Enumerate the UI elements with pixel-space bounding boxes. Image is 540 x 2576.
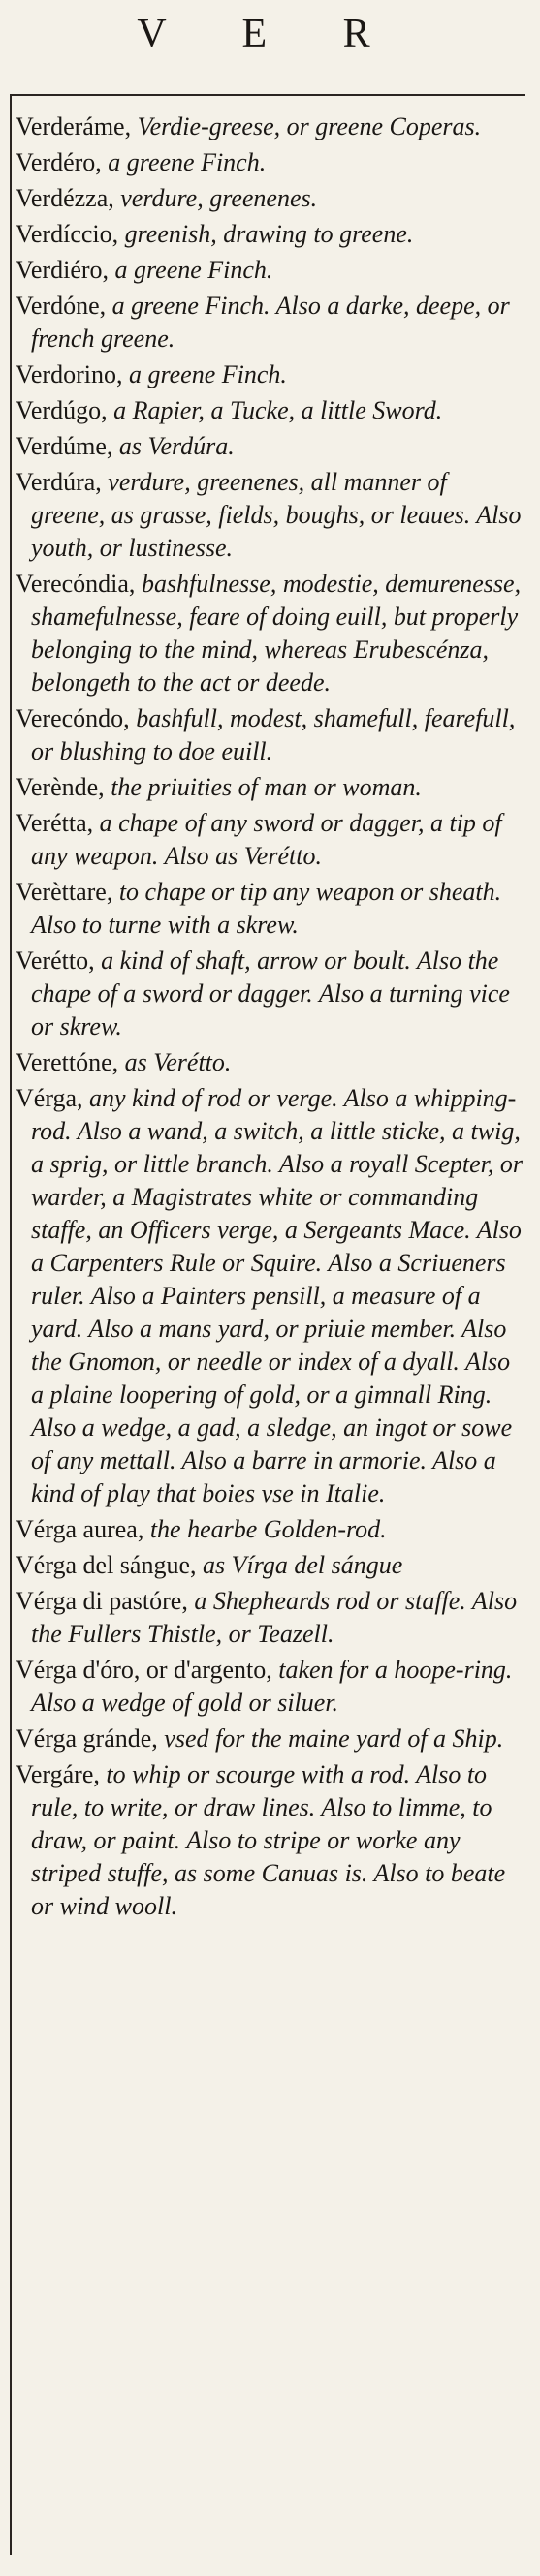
entry-headword: Verdíccio, bbox=[16, 220, 119, 248]
entry-headword: Verdúgo, bbox=[16, 396, 108, 424]
entry-headword: Verderáme, bbox=[16, 112, 132, 140]
dictionary-entry bbox=[16, 290, 525, 356]
dictionary-entry bbox=[16, 1654, 525, 1720]
entry-headword: Verdóne, bbox=[16, 292, 107, 320]
dictionary-entry bbox=[16, 1046, 525, 1079]
dictionary-column bbox=[16, 110, 525, 1926]
entry-headword: Verecóndia, bbox=[16, 570, 136, 598]
dictionary-entry bbox=[16, 876, 525, 942]
entry-headword: Vérga del sángue, bbox=[16, 1551, 197, 1579]
dictionary-entry bbox=[16, 1549, 525, 1582]
dictionary-entry bbox=[16, 254, 525, 287]
dictionary-entry bbox=[16, 945, 525, 1043]
entry-definition: a greene Finch. bbox=[101, 148, 267, 176]
entry-headword: Vérga di pastóre, bbox=[16, 1587, 188, 1615]
dictionary-entry bbox=[16, 466, 525, 565]
entry-headword: Verdúme, bbox=[16, 432, 113, 460]
entry-headword: Verèttare, bbox=[16, 878, 113, 906]
entry-headword: Verétta, bbox=[16, 809, 94, 837]
dictionary-entry bbox=[16, 146, 525, 179]
entry-definition: vsed for the maine yard of a Ship. bbox=[157, 1724, 504, 1753]
entry-definition: taken for a hoope-ring. Also a wedge of gold or siluer. bbox=[31, 1656, 513, 1717]
dictionary-entry bbox=[16, 1758, 525, 1923]
dictionary-entry bbox=[16, 358, 525, 391]
entry-definition: a Rapier, a Tucke, a little Sword. bbox=[107, 396, 443, 424]
dictionary-entry bbox=[16, 1585, 525, 1651]
entry-definition: verdure, greenenes. bbox=[113, 184, 318, 212]
entry-definition: Verdie-greese, or greene Coperas. bbox=[131, 112, 482, 140]
dictionary-entry bbox=[16, 182, 525, 215]
dictionary-entry bbox=[16, 218, 525, 251]
entry-definition: a greene Finch. bbox=[109, 256, 273, 284]
dictionary-entry bbox=[16, 430, 525, 463]
entry-definition: to whip or scourge with a rod. Also to rule, to write, or draw lines. Also to limme, to draw, or paint. Also to stripe or worke any striped stuffe, as some Canuas is. Also to beate or wind wooll. bbox=[31, 1760, 506, 1920]
top-rule bbox=[10, 94, 525, 96]
dictionary-entry bbox=[16, 568, 525, 699]
entry-headword: Verettóne, bbox=[16, 1048, 119, 1076]
entry-headword: Verdiéro, bbox=[16, 256, 110, 284]
entry-definition: as Verdúra. bbox=[112, 432, 235, 460]
entry-headword: Verecóndo, bbox=[16, 704, 130, 732]
entry-definition: the priuities of man or woman. bbox=[104, 773, 422, 801]
entry-headword: Vergáre, bbox=[16, 1760, 100, 1788]
dictionary-entry bbox=[16, 1082, 525, 1510]
entry-definition: any kind of rod or verge. Also a whipping-rod. Also a wand, a switch, a little sticke, a twig, a sprig, or little branch. Also a royall Scepter, or warder, a Magistrates white or commanding staffe, an Officers verge, a Sergeants Mace. Also a Carpenters Rule or Squire. Also a Scriueners ruler. Also a Painters pensill, a measure of a yard. Also a mans yard, or priuie member. Also the Gnomon, or needle or index of a dyall. Also a plaine loopering of gold, or a gimnall Ring. Also a wedge, a gad, a sledge, an ingot or sowe of any mettall. Also a barre in armorie. Also a kind of play that boies vse in Italie. bbox=[31, 1084, 523, 1507]
dictionary-entry bbox=[16, 1723, 525, 1755]
entry-headword: Vérga d'óro, or d'argento, bbox=[16, 1656, 272, 1684]
dictionary-entry bbox=[16, 1513, 525, 1546]
dictionary-entry bbox=[16, 771, 525, 804]
entry-definition: to chape or tip any weapon or sheath. Also to turne with a skrew. bbox=[31, 878, 502, 939]
entry-headword: Vérga, bbox=[16, 1084, 83, 1112]
dictionary-entry bbox=[16, 110, 525, 143]
entry-headword: Verétto, bbox=[16, 947, 95, 975]
entry-definition: a chape of any sword or dagger, a tip of any weapon. Also as Verétto. bbox=[31, 809, 502, 870]
entry-headword: Verdéro, bbox=[16, 148, 102, 176]
entry-headword: Verdorino, bbox=[16, 360, 123, 388]
running-head: V E R bbox=[137, 12, 403, 56]
entry-definition: a Shepheards rod or staffe. Also the Fullers Thistle, or Teazell. bbox=[31, 1587, 518, 1648]
entry-definition: a greene Finch. bbox=[122, 360, 287, 388]
entry-definition: verdure, greenenes, all manner of greene, as grasse, fields, boughs, or leaues. Also youth, or lustinesse. bbox=[31, 468, 522, 562]
dictionary-entry bbox=[16, 807, 525, 873]
entry-headword: Vérga aurea, bbox=[16, 1515, 144, 1543]
entry-definition: a kind of shaft, arrow or boult. Also the chape of a sword or dagger. Also a turning vice or skrew. bbox=[31, 947, 510, 1040]
entry-definition: greenish, drawing to greene. bbox=[118, 220, 414, 248]
entry-definition: the hearbe Golden-rod. bbox=[143, 1515, 387, 1543]
entry-definition: bashfull, modest, shamefull, fearefull, or blushing to doe euill. bbox=[31, 704, 516, 765]
entry-headword: Verdézza, bbox=[16, 184, 114, 212]
entry-headword: Verènde, bbox=[16, 773, 105, 801]
entry-headword: Verdúra, bbox=[16, 468, 102, 496]
entry-definition: a greene Finch. Also a darke, deepe, or french greene. bbox=[31, 292, 510, 353]
entry-headword: Vérga gránde, bbox=[16, 1724, 158, 1753]
dictionary-entry bbox=[16, 394, 525, 427]
entry-definition: bashfulnesse, modestie, demurenesse, shamefulnesse, feare of doing euill, but properly belonging to the mind, whereas Erubescénza, belongeth to the act or deede. bbox=[31, 570, 522, 697]
column-rule bbox=[10, 94, 12, 2555]
entry-definition: as Vírga del sángue bbox=[196, 1551, 403, 1579]
entry-definition: as Verétto. bbox=[118, 1048, 232, 1076]
dictionary-entry bbox=[16, 702, 525, 768]
